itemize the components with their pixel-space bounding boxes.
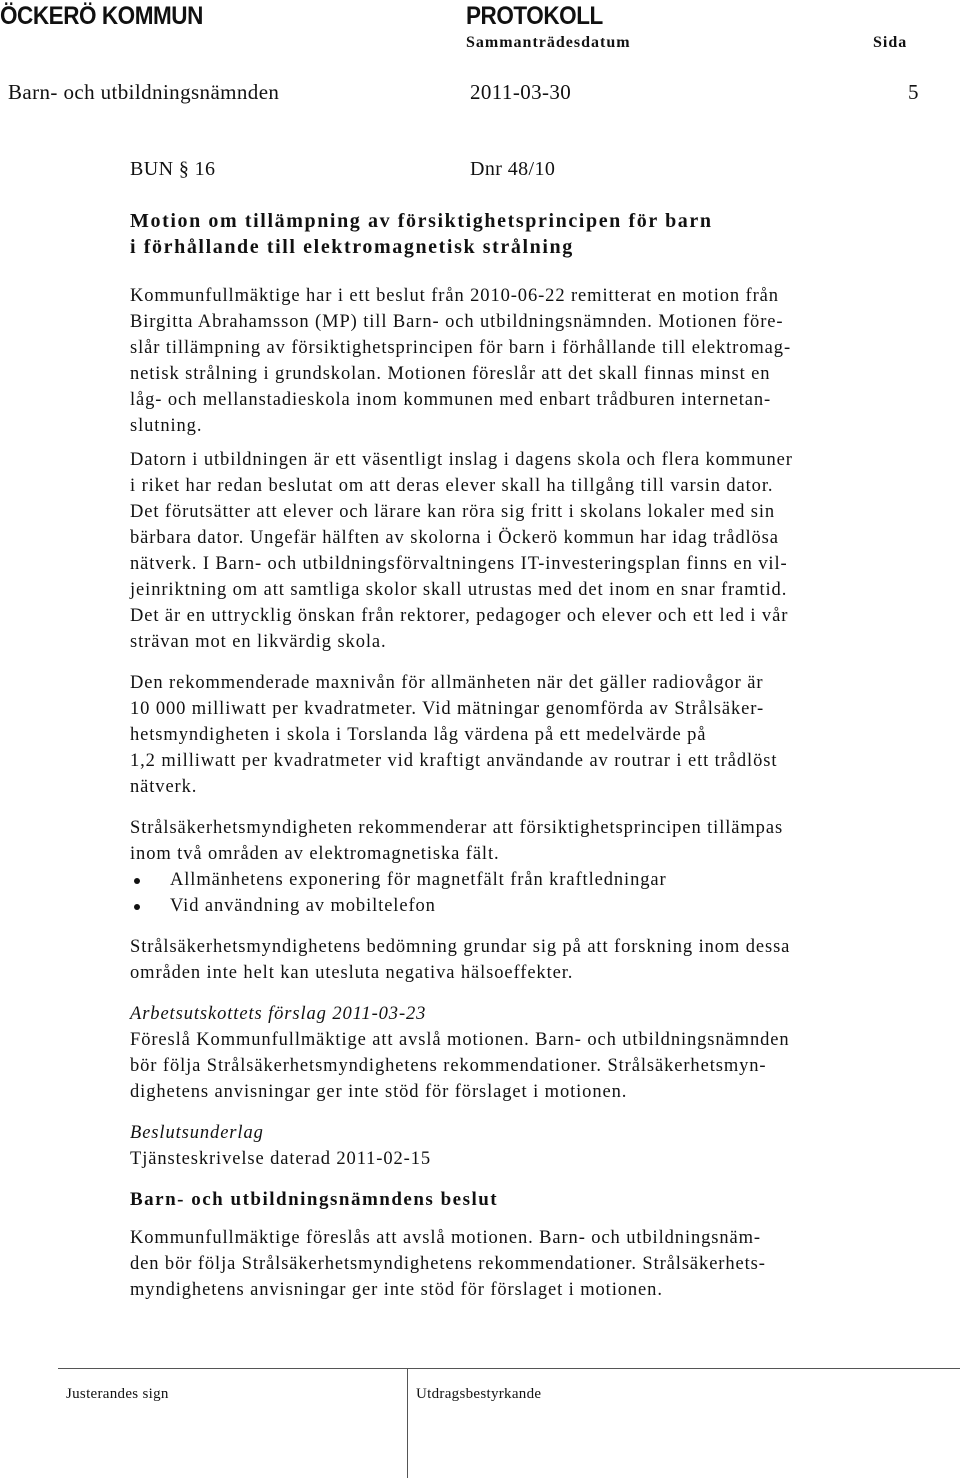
text-line: 10 000 milliwatt per kvadratmeter. Vid mätningar genomförda av Strålsäker- bbox=[130, 699, 765, 719]
text-line: netisk strålning i grundskolan. Motionen föreslår att det skall finnas minst en bbox=[130, 364, 771, 384]
bullet-list bbox=[130, 867, 930, 919]
list-item-text: Allmänhetens exponering för magnetfält från kraftledningar bbox=[170, 870, 667, 890]
list-item bbox=[130, 893, 930, 919]
committee-proposal-heading: Arbetsutskottets förslag 2011-03-23 bbox=[130, 1004, 427, 1024]
extract-cert-label: Utdragsbestyrkande bbox=[416, 1386, 542, 1402]
text-line: Birgitta Abrahamsson (MP) till Barn- och utbildningsnämnden. Motionen före- bbox=[130, 312, 784, 332]
decision-heading: Barn- och utbildningsnämndens beslut bbox=[130, 1189, 499, 1210]
text-line: Datorn i utbildningen är ett väsentligt inslag i dagens skola och flera kommuner bbox=[130, 450, 793, 470]
text-line: dighetens anvisningar ger inte stöd för förslaget i motionen. bbox=[130, 1082, 628, 1102]
decision-basis-text: Tjänsteskrivelse daterad 2011-02-15 bbox=[130, 1149, 432, 1169]
text-line: den bör följa Strålsäkerhetsmyndighetens rekommendationer. Strålsäkerhets- bbox=[130, 1254, 766, 1274]
paragraph-radiation-levels bbox=[130, 670, 930, 800]
text-line: strävan mot en likvärdig skola. bbox=[130, 632, 387, 652]
document-type: PROTOKOLL bbox=[466, 2, 603, 30]
adjuster-sign-label: Justerandes sign bbox=[66, 1386, 169, 1402]
organization-name: ÖCKERÖ KOMMUN bbox=[0, 2, 203, 30]
body-name: Barn- och utbildningsnämnden bbox=[8, 80, 280, 104]
list-item bbox=[130, 867, 930, 893]
bullet-icon bbox=[134, 878, 140, 884]
meeting-date: 2011-03-30 bbox=[470, 80, 572, 104]
list-item-text: Vid användning av mobiltelefon bbox=[170, 896, 436, 916]
text-line: slår tillämpning av försiktighetsprincipen för barn i förhållande till elektromag- bbox=[130, 338, 792, 358]
decision-basis bbox=[130, 1120, 930, 1172]
text-line: låg- och mellanstadieskola inom kommunen med enbart trådburen internetan- bbox=[130, 390, 772, 410]
text-line: inom två områden av elektromagnetiska fält. bbox=[130, 844, 500, 864]
footer-divider bbox=[408, 1368, 960, 1369]
text-line: Det är en uttrycklig önskan från rektorer, pedagoger och elever och ett led i vår bbox=[130, 606, 789, 626]
minutes-body bbox=[130, 283, 930, 1303]
title-line: i förhållande till elektromagnetisk strålning bbox=[130, 236, 574, 258]
bullet-icon bbox=[134, 904, 140, 910]
paragraph-assessment bbox=[130, 934, 930, 986]
text-line: nätverk. I Barn- och utbildningsförvaltningens IT-investeringsplan finns en vil- bbox=[130, 554, 788, 574]
diary-number: Dnr 48/10 bbox=[470, 158, 556, 180]
text-line: områden inte helt kan utesluta negativa hälsoeffekter. bbox=[130, 963, 574, 983]
text-line: bärbara dator. Ungefär hälften av skolorna i Öckerö kommun har idag trådlösa bbox=[130, 528, 779, 548]
footer-divider bbox=[58, 1368, 407, 1369]
text-line: i riket har redan beslutat om att deras elever skall ha tillgång till varsin dator. bbox=[130, 476, 774, 496]
decision bbox=[130, 1187, 930, 1303]
page-number: 5 bbox=[908, 80, 919, 104]
footer-separator bbox=[407, 1368, 408, 1478]
text-line: nätverk. bbox=[130, 777, 198, 797]
text-line: bör följa Strålsäkerhetsmyndighetens rekommendationer. Strålsäkerhetsmyn- bbox=[130, 1056, 767, 1076]
text-line: Kommunfullmäktige har i ett beslut från 2010-06-22 remitterat en motion från bbox=[130, 286, 779, 306]
paragraph-computers bbox=[130, 447, 930, 655]
text-line: 1,2 milliwatt per kvadratmeter vid kraftigt användande av routrar i ett trådlöst bbox=[130, 751, 778, 771]
motion-title bbox=[130, 208, 890, 260]
title-line: Motion om tillämpning av försiktighetsprincipen för barn bbox=[130, 210, 713, 232]
text-line: Strålsäkerhetsmyndigheten rekommenderar att försiktighetsprincipen tillämpas bbox=[130, 818, 784, 838]
paragraph-recommendation bbox=[130, 815, 930, 867]
meeting-date-label: Sammanträdesdatum bbox=[466, 34, 631, 51]
decision-basis-heading: Beslutsunderlag bbox=[130, 1123, 264, 1143]
text-line: Det förutsätter att elever och lärare kan röra sig fritt i skolans lokaler med sin bbox=[130, 502, 776, 522]
paragraph-background bbox=[130, 283, 930, 439]
text-line: Kommunfullmäktige föreslås att avslå motionen. Barn- och utbildningsnäm- bbox=[130, 1228, 761, 1248]
text-line: Strålsäkerhetsmyndighetens bedömning grundar sig på att forskning inom dessa bbox=[130, 937, 791, 957]
text-line: Den rekommenderade maxnivån för allmänheten när det gäller radiovågor är bbox=[130, 673, 764, 693]
text-line: myndighetens anvisningar ger inte stöd för förslaget i motionen. bbox=[130, 1280, 663, 1300]
committee-proposal bbox=[130, 1001, 930, 1105]
page-label: Sida bbox=[873, 34, 908, 51]
text-line: slutning. bbox=[130, 416, 203, 436]
paragraph-id: BUN § 16 bbox=[130, 158, 216, 180]
text-line: jeinriktning om att samtliga skolor skall utrustas med det inom en snar framtid. bbox=[130, 580, 788, 600]
text-line: hetsmyndigheten i skola i Torslanda låg värdena på ett medelvärde på bbox=[130, 725, 707, 745]
text-line: Föreslå Kommunfullmäktige att avslå motionen. Barn- och utbildningsnämnden bbox=[130, 1030, 790, 1050]
